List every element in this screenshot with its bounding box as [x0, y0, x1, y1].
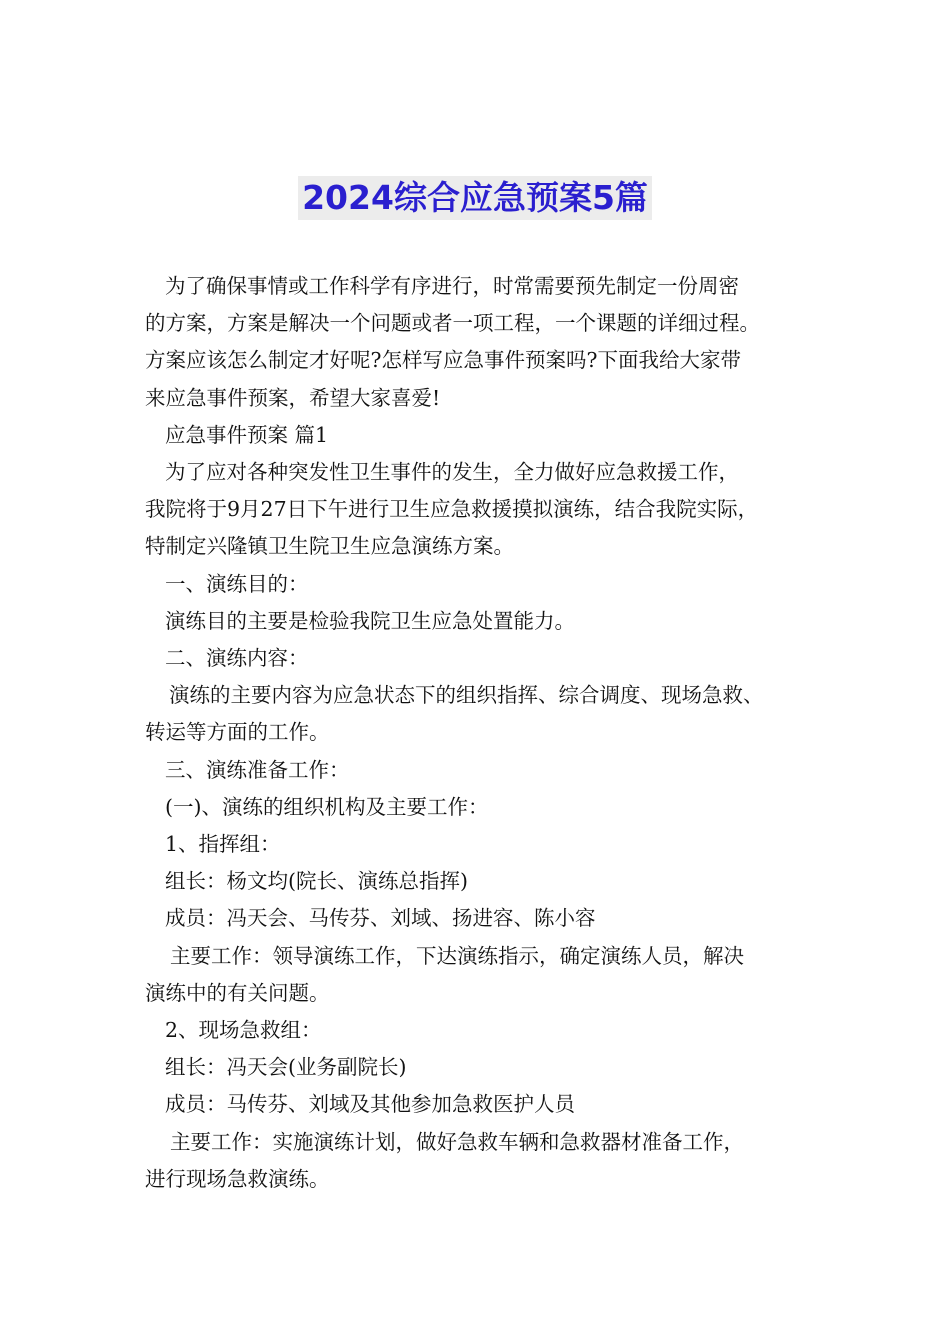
- paragraph-line: 组长：杨文均(院长、演练总指挥): [165, 869, 468, 894]
- paragraph-line: 成员：马传芬、刘域及其他参加急救医护人员: [165, 1092, 575, 1117]
- title-container: [0, 176, 950, 220]
- section-heading: 二、演练内容：: [165, 646, 309, 671]
- paragraph-line: 主要工作：领导演练工作，下达演练指示，确定演练人员，解决: [170, 943, 744, 968]
- paragraph-line: 为了应对各种突发性卫生事件的发生，全力做好应急救援工作，: [165, 460, 739, 485]
- paragraph-line: 转运等方面的工作。: [145, 720, 330, 745]
- paragraph-line: 演练目的主要是检验我院卫生应急处置能力。: [165, 608, 575, 633]
- subsection-heading: (一)、演练的组织机构及主要工作：: [165, 794, 489, 819]
- group-heading: 2、现场急救组：: [165, 1018, 322, 1043]
- section-heading: 应急事件预案 篇1: [165, 422, 329, 447]
- document-body: [145, 268, 825, 1198]
- document-title: 2024综合应急预案5篇: [298, 176, 652, 220]
- section-heading: 三、演练准备工作：: [165, 757, 350, 782]
- paragraph-line: 来应急事件预案，希望大家喜爱!: [145, 385, 441, 410]
- paragraph-line: 我院将于9月27日下午进行卫生应急救援摸拟演练，结合我院实际，: [145, 497, 759, 522]
- paragraph-line: 演练中的有关问题。: [145, 980, 330, 1005]
- paragraph-line: 主要工作：实施演练计划，做好急救车辆和急救器材准备工作，: [170, 1129, 744, 1154]
- group-heading: 1、指挥组：: [165, 832, 281, 857]
- paragraph-line: 的方案，方案是解决一个问题或者一项工程，一个课题的详细过程。: [145, 311, 760, 336]
- paragraph-line: 特制定兴隆镇卫生院卫生应急演练方案。: [145, 534, 514, 559]
- paragraph-line: 演练的主要内容为应急状态下的组织指挥、综合调度、现场急救、: [169, 683, 764, 708]
- paragraph-line: 进行现场急救演练。: [145, 1166, 330, 1191]
- paragraph-line: 方案应该怎么制定才好呢?怎样写应急事件预案吗?下面我给大家带: [145, 348, 741, 373]
- paragraph-line: 组长：冯天会(业务副院长): [165, 1055, 407, 1080]
- paragraph-line: 为了确保事情或工作科学有序进行，时常需要预先制定一份周密: [165, 274, 739, 298]
- paragraph-line: 成员：冯天会、马传芬、刘域、扬进容、陈小容: [165, 906, 596, 931]
- section-heading: 一、演练目的：: [165, 571, 309, 596]
